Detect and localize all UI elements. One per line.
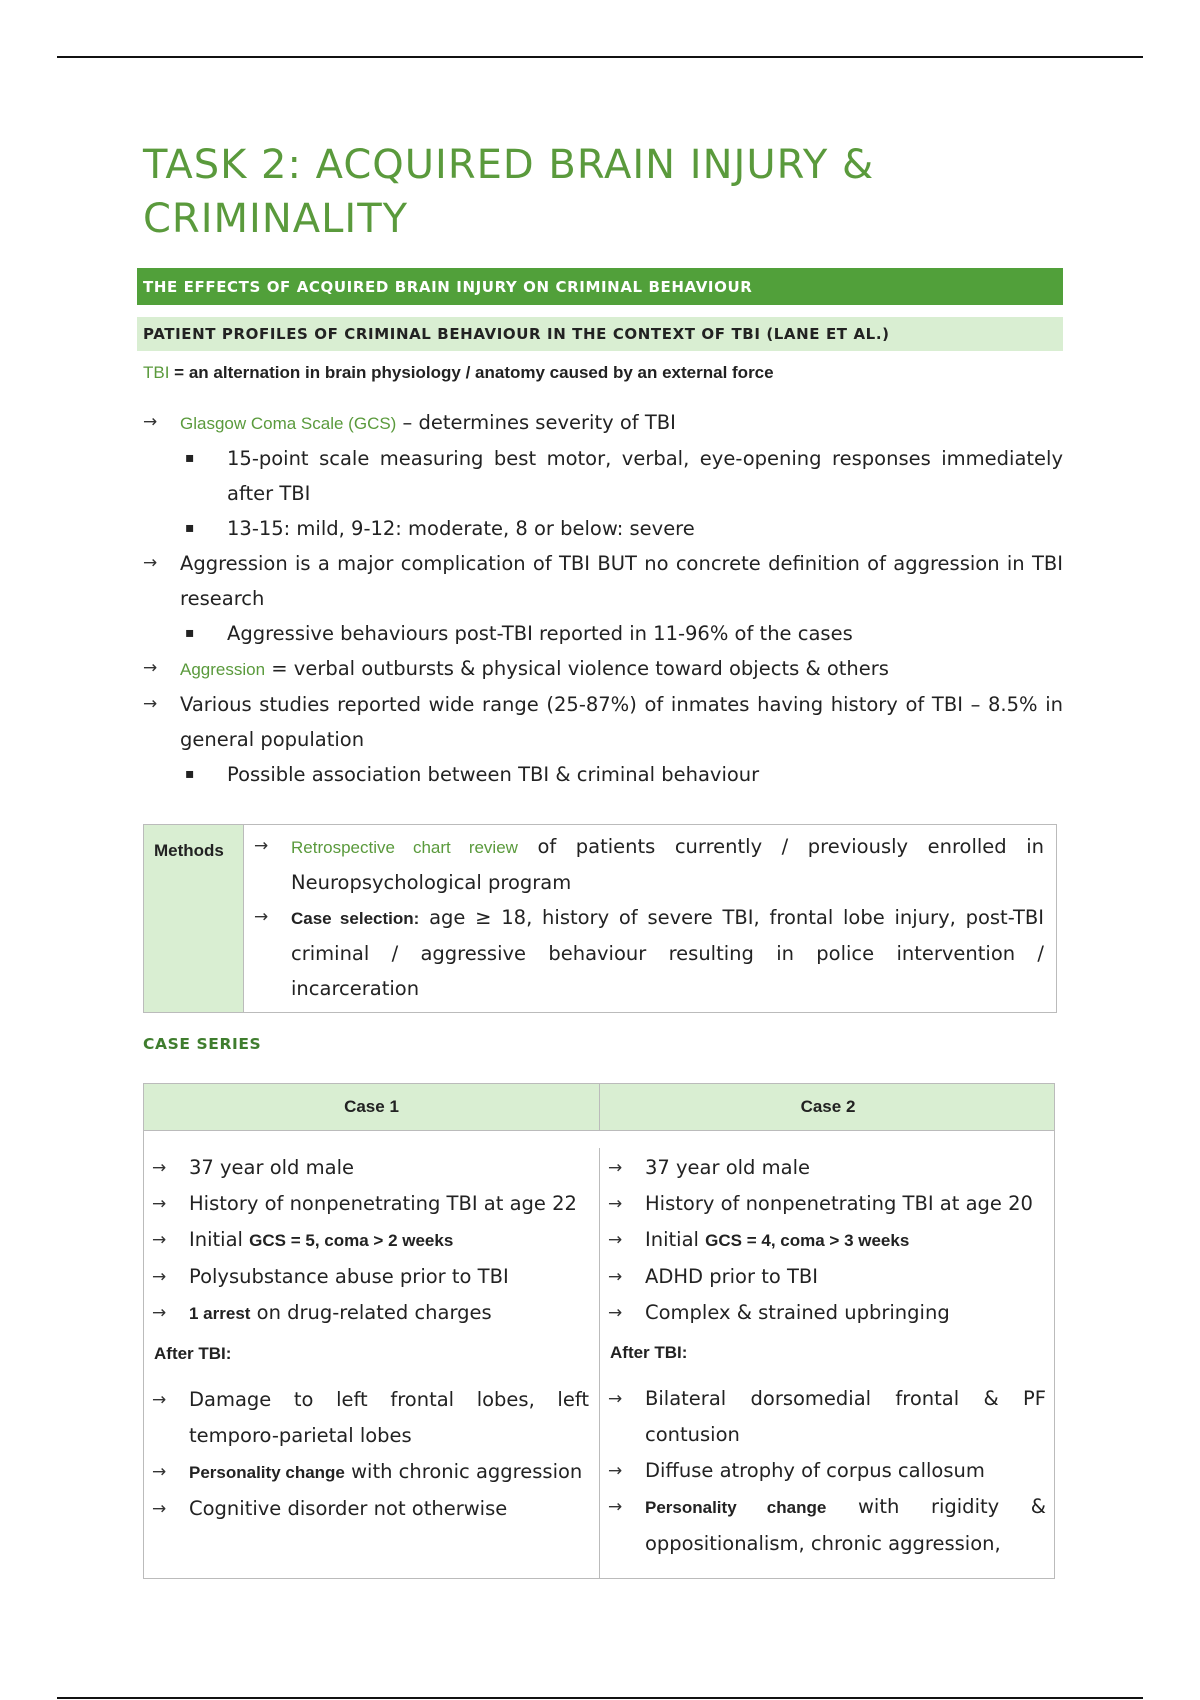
methods-label: Methods bbox=[144, 825, 244, 1012]
gcs-text: – determines severity of TBI bbox=[396, 411, 676, 434]
arrow-icon: → bbox=[608, 1460, 623, 1481]
list-item bbox=[143, 651, 1063, 687]
case-1-header: Case 1 bbox=[144, 1084, 600, 1131]
list-item bbox=[608, 1489, 1046, 1562]
case-2-header: Case 2 bbox=[600, 1084, 1055, 1131]
method-2-term: Case selection: bbox=[291, 909, 420, 928]
list-item bbox=[254, 900, 1044, 1006]
studies-sub: Possible association between TBI & criminal behaviour bbox=[227, 763, 760, 786]
list-item bbox=[608, 1381, 1046, 1453]
list-item bbox=[152, 1222, 589, 1259]
arrow-icon: → bbox=[152, 1157, 167, 1178]
subsection-heading: PATIENT PROFILES OF CRIMINAL BEHAVIOUR IN THE CONTEXT OF TBI (LANE ET AL.) bbox=[137, 317, 1063, 351]
list-item bbox=[608, 1222, 1046, 1259]
arrow-icon: → bbox=[143, 694, 158, 714]
arrow-icon: → bbox=[608, 1496, 623, 1517]
case-1-history: History of nonpenetrating TBI at age 22 bbox=[189, 1191, 577, 1215]
case-2-after-label: After TBI: bbox=[610, 1342, 688, 1362]
case-2-initial-gcs: GCS = 4, coma > 3 weeks bbox=[705, 1230, 910, 1250]
case-2-column bbox=[600, 1148, 1055, 1579]
list-item bbox=[608, 1150, 1046, 1186]
bottom-rule bbox=[57, 1697, 1143, 1699]
case-1-after-label: After TBI: bbox=[154, 1343, 232, 1363]
list-item bbox=[608, 1295, 1046, 1331]
gcs-sub1: 15-point scale measuring best motor, verbal, eye-opening responses immediately after TBI bbox=[227, 447, 1063, 505]
page-content bbox=[143, 138, 1063, 1579]
square-bullet-icon: ▪ bbox=[185, 450, 195, 466]
case-2-age: 37 year old male bbox=[645, 1155, 810, 1179]
list-item bbox=[152, 1259, 589, 1295]
aggression-complication: Aggression is a major complication of TBI BUT no concrete definition of aggression in TBI research bbox=[180, 552, 1063, 610]
case-2-prior: ADHD prior to TBI bbox=[645, 1264, 819, 1288]
case-1-personality-term: Personality change bbox=[189, 1462, 345, 1482]
case-1-initial-prefix: Initial bbox=[189, 1227, 250, 1251]
list-item bbox=[143, 687, 1063, 757]
list-item bbox=[152, 1454, 589, 1491]
case-1-prior: Polysubstance abuse prior to TBI bbox=[189, 1264, 509, 1288]
arrow-icon: → bbox=[608, 1266, 623, 1287]
list-subitem bbox=[143, 616, 1063, 651]
gcs-term: Glasgow Coma Scale (GCS) bbox=[180, 414, 397, 433]
square-bullet-icon: ▪ bbox=[185, 766, 195, 782]
case-2-initial-prefix: Initial bbox=[645, 1227, 706, 1251]
arrow-icon: → bbox=[152, 1193, 167, 1214]
arrow-icon: → bbox=[254, 836, 269, 856]
aggression-term: Aggression bbox=[180, 660, 266, 679]
case-1-column bbox=[144, 1148, 600, 1579]
case-1-initial-gcs: GCS = 5, coma > 2 weeks bbox=[249, 1230, 454, 1250]
section-heading: THE EFFECTS OF ACQUIRED BRAIN INJURY ON CRIMINAL BEHAVIOUR bbox=[137, 268, 1063, 305]
case-1-age: 37 year old male bbox=[189, 1155, 354, 1179]
arrow-icon: → bbox=[143, 658, 158, 678]
list-subitem bbox=[143, 441, 1063, 511]
list-item bbox=[608, 1259, 1046, 1295]
list-item bbox=[152, 1491, 589, 1527]
definition-term: TBI bbox=[143, 363, 170, 382]
square-bullet-icon: ▪ bbox=[185, 625, 195, 641]
case-1-arrest-count: 1 arrest bbox=[189, 1303, 251, 1323]
list-item bbox=[254, 829, 1044, 900]
arrow-icon: → bbox=[608, 1193, 623, 1214]
case-1-damage: Damage to left frontal lobes, left temporo-parietal lobes bbox=[189, 1387, 589, 1447]
list-item bbox=[152, 1150, 589, 1186]
bullet-list bbox=[143, 405, 1063, 792]
list-item bbox=[608, 1453, 1046, 1489]
arrow-icon: → bbox=[608, 1157, 623, 1178]
list-item bbox=[152, 1186, 589, 1222]
arrow-icon: → bbox=[152, 1266, 167, 1287]
arrow-icon: → bbox=[254, 907, 269, 927]
arrow-icon: → bbox=[608, 1302, 623, 1323]
tbi-definition bbox=[143, 363, 1063, 383]
list-item bbox=[143, 405, 1063, 441]
case-2-personality-term: Personality change bbox=[645, 1497, 827, 1517]
page-title: TASK 2: ACQUIRED BRAIN INJURY & CRIMINALITY bbox=[143, 142, 875, 242]
arrow-icon: → bbox=[608, 1388, 623, 1409]
case-2-contusion: Bilateral dorsomedial frontal & PF contusion bbox=[645, 1386, 1046, 1446]
method-1-term: Retrospective chart review bbox=[291, 838, 518, 857]
case-2-personality-text: with rigidity & oppositionalism, chronic aggression, bbox=[645, 1494, 1047, 1555]
square-bullet-icon: ▪ bbox=[185, 520, 195, 536]
methods-box bbox=[143, 824, 1057, 1013]
case-1-arrest-text: on drug-related charges bbox=[250, 1300, 492, 1324]
arrow-icon: → bbox=[152, 1389, 167, 1410]
arrow-icon: → bbox=[152, 1461, 167, 1482]
arrow-icon: → bbox=[152, 1229, 167, 1250]
case-2-history: History of nonpenetrating TBI at age 20 bbox=[645, 1191, 1033, 1215]
case-1-cognitive: Cognitive disorder not otherwise bbox=[189, 1496, 508, 1520]
case-table bbox=[143, 1083, 1055, 1579]
case-2-atrophy: Diffuse atrophy of corpus callosum bbox=[645, 1458, 985, 1482]
list-item bbox=[152, 1295, 589, 1332]
method-1-text: of patients currently / previously enrolled in Neuropsychological program bbox=[291, 835, 1044, 894]
arrow-icon: → bbox=[143, 412, 158, 432]
case-2-upbringing: Complex & strained upbringing bbox=[645, 1300, 950, 1324]
method-2-text: age ≥ 18, history of severe TBI, frontal lobe injury, post-TBI criminal / aggressive behaviour resulting in police intervention / incarceration bbox=[291, 906, 1044, 1000]
arrow-icon: → bbox=[152, 1302, 167, 1323]
list-item bbox=[143, 546, 1063, 616]
aggression-sub: Aggressive behaviours post-TBI reported in 11-96% of the cases bbox=[227, 622, 853, 645]
definition-text: = an alternation in brain physiology / anatomy caused by an external force bbox=[169, 363, 774, 382]
list-item bbox=[152, 1382, 589, 1454]
arrow-icon: → bbox=[143, 553, 158, 573]
methods-body bbox=[244, 825, 1056, 1012]
list-subitem bbox=[143, 757, 1063, 792]
top-rule bbox=[57, 56, 1143, 58]
list-subitem bbox=[143, 511, 1063, 546]
case-1-personality-text: with chronic aggression bbox=[344, 1459, 583, 1483]
aggression-def: = verbal outbursts & physical violence toward objects & others bbox=[265, 657, 889, 680]
arrow-icon: → bbox=[608, 1229, 623, 1250]
gcs-sub2: 13-15: mild, 9-12: moderate, 8 or below: severe bbox=[227, 517, 695, 540]
arrow-icon: → bbox=[152, 1498, 167, 1519]
list-item bbox=[608, 1186, 1046, 1222]
studies: Various studies reported wide range (25-87%) of inmates having history of TBI – 8.5% in general population bbox=[180, 693, 1063, 751]
case-series-heading: CASE SERIES bbox=[143, 1035, 262, 1053]
